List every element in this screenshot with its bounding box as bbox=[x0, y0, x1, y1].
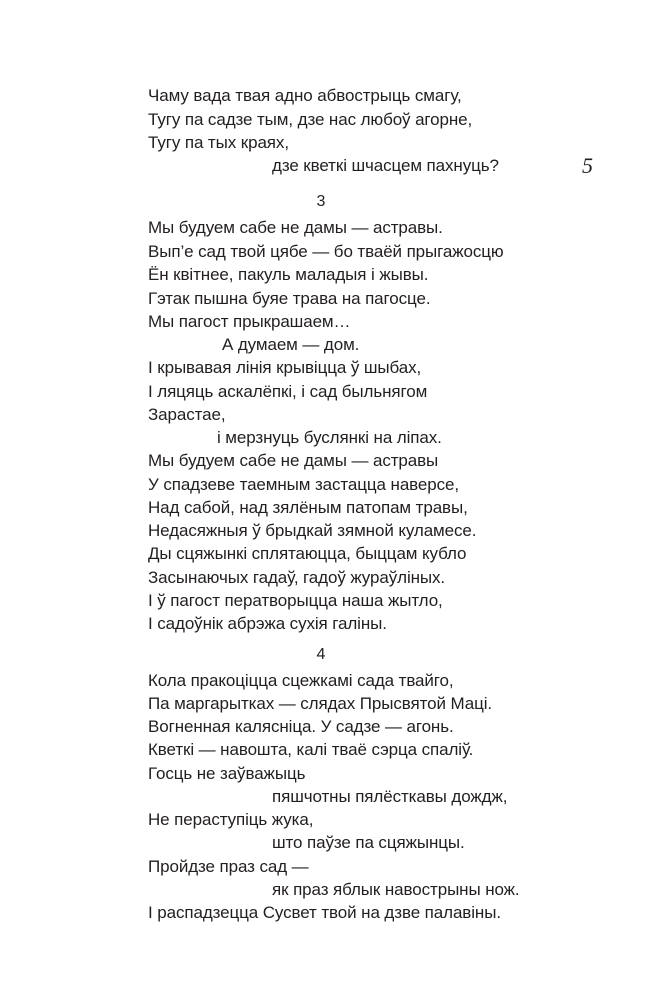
verse-line: Кола пракоціцца сцежкамі сада твайго, bbox=[148, 671, 454, 690]
verse-line: пяшчотны пялёсткавы дождж, bbox=[272, 787, 508, 806]
section-number: 4 bbox=[316, 646, 326, 663]
verse-line: што паўзе па сцяжынцы. bbox=[272, 833, 465, 852]
verse-line: Госць не заўважыць bbox=[148, 764, 306, 783]
verse-line: Па маргарытках — слядах Прысвятой Маці. bbox=[148, 694, 493, 713]
verse-line: І ляцяць аскалёпкі, і сад быльнягом bbox=[148, 382, 428, 401]
verse-line: Пройдзе праз сад — bbox=[148, 857, 309, 876]
section-number: 3 bbox=[316, 193, 326, 210]
verse-line: Мы будуем сабе не дамы — астравы bbox=[148, 451, 439, 470]
verse-line: І распадзецца Сусвет твой на дзве палавіны. bbox=[148, 903, 501, 922]
verse-line: Не пераступіць жука, bbox=[148, 810, 314, 829]
verse-line: Чаму вада твая адно абвострыць смагу, bbox=[148, 86, 462, 105]
verse-line: Гэтак пышна буяе трава на пагосце. bbox=[148, 289, 431, 308]
verse-line: І садоўнік абрэжа сухія галіны. bbox=[148, 614, 387, 633]
verse-line: дзе кветкі шчасцем пахнуць? bbox=[272, 156, 499, 175]
verse-line: Вып’е сад твой цябе — бо тваёй прыгажосцю bbox=[148, 242, 504, 261]
verse-line: Недасяжныя ў брыдкай зямной куламесе. bbox=[148, 521, 477, 540]
verse-line: У спадзеве таемным застацца наверсе, bbox=[148, 475, 460, 494]
verse-line: Кветкі — навошта, калі тваё сэрца спаліў. bbox=[148, 740, 474, 759]
verse-line: Засынаючых гадаў, гадоў жураўліных. bbox=[148, 568, 446, 587]
verse-line: Над сабой, над зялёным патопам травы, bbox=[148, 498, 468, 517]
verse-line: як праз яблык навострыны нож. bbox=[272, 880, 520, 899]
verse-line: І крывавая лінія крывіцца ў шыбах, bbox=[148, 358, 422, 377]
verse-line: Тугу па тых краях, bbox=[148, 133, 289, 152]
margin-line-number: 5 bbox=[582, 153, 593, 178]
verse-line: А думаем — дом. bbox=[222, 335, 360, 354]
verse-line: Зарастае, bbox=[148, 405, 226, 424]
verse-line: Тугу па садзе тым, дзе нас любоў агорне, bbox=[148, 110, 473, 129]
verse-line: Ды сцяжынкі сплятаюцца, быццам кубло bbox=[148, 544, 467, 563]
verse-line: Мы пагост прыкрашаем… bbox=[148, 312, 351, 331]
verse-line: і мерзнуць буслянкі на ліпах. bbox=[217, 428, 442, 447]
verse-line: Ён квітнее, пакуль маладыя і жывы. bbox=[148, 265, 429, 284]
verse-line: І ў пагост ператворыцца наша жытло, bbox=[148, 591, 443, 610]
verse-line: Вогненная калясніца. У садзе — агонь. bbox=[148, 717, 454, 736]
verse-line: Мы будуем сабе не дамы — астравы. bbox=[148, 218, 443, 237]
